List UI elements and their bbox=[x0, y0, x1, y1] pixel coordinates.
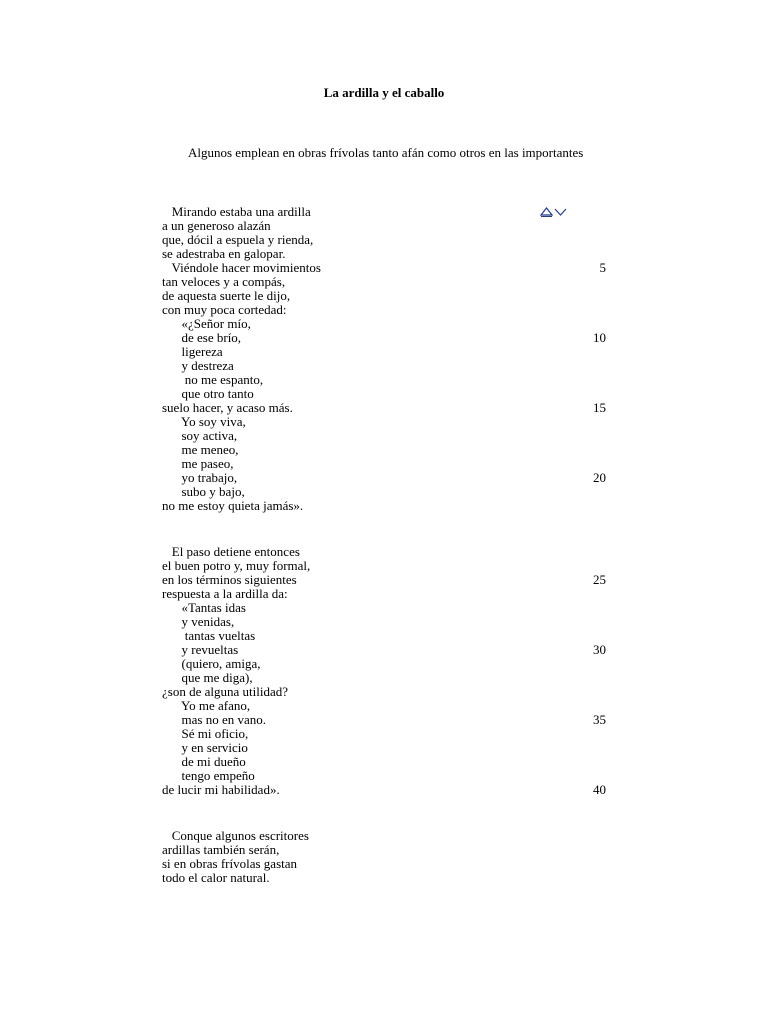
poem-line: de ese brío, bbox=[162, 330, 242, 345]
chevron-down-icon[interactable] bbox=[554, 204, 567, 215]
poem-line: tantas vueltas bbox=[162, 628, 256, 643]
poem-title: La ardilla y el caballo bbox=[323, 85, 445, 100]
line-number: 10 bbox=[593, 330, 606, 345]
poem-line: de mi dueño bbox=[162, 754, 246, 769]
triangle-up-icon[interactable] bbox=[540, 204, 553, 215]
poem-line: suelo hacer, y acaso más. bbox=[162, 400, 293, 415]
poem-line: «Tantas idas bbox=[162, 600, 246, 615]
poem-line: a un generoso alazán bbox=[162, 218, 271, 233]
poem-line: si en obras frívolas gastan bbox=[162, 856, 298, 871]
poem-line: ardillas también serán, bbox=[162, 842, 280, 857]
poem-line: todo el calor natural. bbox=[162, 870, 270, 885]
poem-line: El paso detiene entonces bbox=[162, 544, 300, 559]
line-number: 5 bbox=[599, 260, 606, 275]
poem-moral: Algunos emplean en obras frívolas tanto afán como otros en las importantes bbox=[188, 145, 584, 160]
poem-line: de lucir mi habilidad». bbox=[162, 782, 280, 797]
poem-line: yo trabajo, bbox=[162, 470, 238, 485]
poem-line: y destreza bbox=[162, 358, 234, 373]
poem-line: no me espanto, bbox=[162, 372, 264, 387]
page-nav bbox=[540, 204, 567, 215]
poem-line: de aquesta suerte le dijo, bbox=[162, 288, 291, 303]
poem-line: respuesta a la ardilla da: bbox=[162, 586, 288, 601]
line-number: 15 bbox=[593, 400, 606, 415]
poem-line: que otro tanto bbox=[162, 386, 254, 401]
poem-line: me paseo, bbox=[162, 456, 234, 471]
poem-line: (quiero, amiga, bbox=[162, 656, 261, 671]
line-number: 20 bbox=[593, 470, 606, 485]
poem-line: Yo soy viva, bbox=[162, 414, 246, 429]
poem-line: el buen potro y, muy formal, bbox=[162, 558, 311, 573]
poem-line: Viéndole hacer movimientos bbox=[162, 260, 321, 275]
poem-line: con muy poca cortedad: bbox=[162, 302, 287, 317]
poem-line: Conque algunos escritores bbox=[162, 828, 309, 843]
poem-line: y en servicio bbox=[162, 740, 248, 755]
poem-line: y venidas, bbox=[162, 614, 235, 629]
poem-line: Mirando estaba una ardilla bbox=[162, 204, 311, 219]
poem-line: ¿son de alguna utilidad? bbox=[162, 684, 288, 699]
poem-line: Sé mi oficio, bbox=[162, 726, 249, 741]
poem-line: se adestraba en galopar. bbox=[162, 246, 286, 261]
poem-line: Yo me afano, bbox=[162, 698, 251, 713]
poem-line: tengo empeño bbox=[162, 768, 255, 783]
poem-line: que me diga), bbox=[162, 670, 253, 685]
poem-line: que, dócil a espuela y rienda, bbox=[162, 232, 314, 247]
poem-line: me meneo, bbox=[162, 442, 239, 457]
poem-line: y revueltas bbox=[162, 642, 239, 657]
line-number: 40 bbox=[593, 782, 606, 797]
line-number: 35 bbox=[593, 712, 606, 727]
line-number: 25 bbox=[593, 572, 606, 587]
line-number: 30 bbox=[593, 642, 606, 657]
poem-line: en los términos siguientes bbox=[162, 572, 297, 587]
poem-line: «¿Señor mío, bbox=[162, 316, 251, 331]
poem-line: mas no en vano. bbox=[162, 712, 266, 727]
poem-line: ligereza bbox=[162, 344, 223, 359]
poem-line: no me estoy quieta jamás». bbox=[162, 498, 304, 513]
poem-line: tan veloces y a compás, bbox=[162, 274, 286, 289]
poem-line: subo y bajo, bbox=[162, 484, 245, 499]
poem-line: soy activa, bbox=[162, 428, 238, 443]
